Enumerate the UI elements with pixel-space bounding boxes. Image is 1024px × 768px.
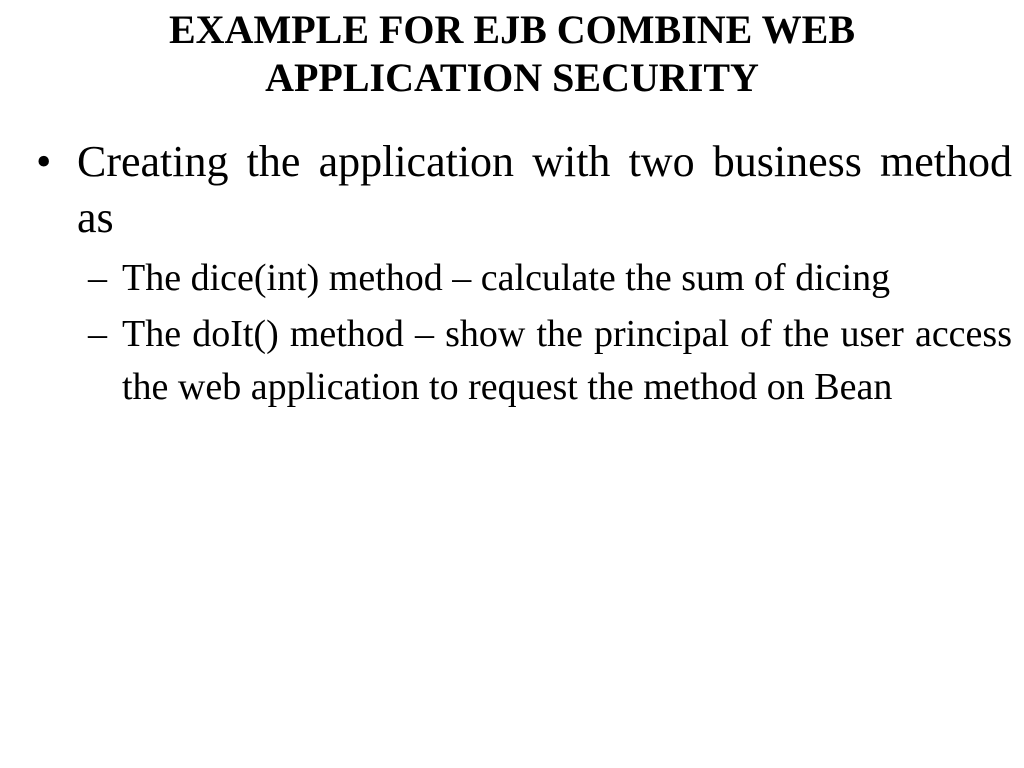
sub-bullet-text: The doIt() method – show the principal of the user access the web application to request the method on Bean [122,313,1012,408]
sub-bullet-item-2 [30,308,1012,414]
slide-title-line-2: APPLICATION SECURITY [265,55,759,100]
sub-bullet-marker: – [88,257,107,299]
slide-body [30,134,1012,417]
slide-title-line-1: EXAMPLE FOR EJB COMBINE WEB [169,7,855,52]
slide-title [40,6,984,102]
sub-bullet-list [30,252,1012,414]
bullet-marker: • [36,137,52,186]
sub-bullet-text: The dice(int) method – calculate the sum of dicing [122,257,891,299]
bullet-text: Creating the application with two business method as [77,137,1012,242]
sub-bullet-marker: – [88,313,107,355]
bullet-item-1 [30,134,1012,246]
sub-bullet-item-1 [30,252,1012,305]
